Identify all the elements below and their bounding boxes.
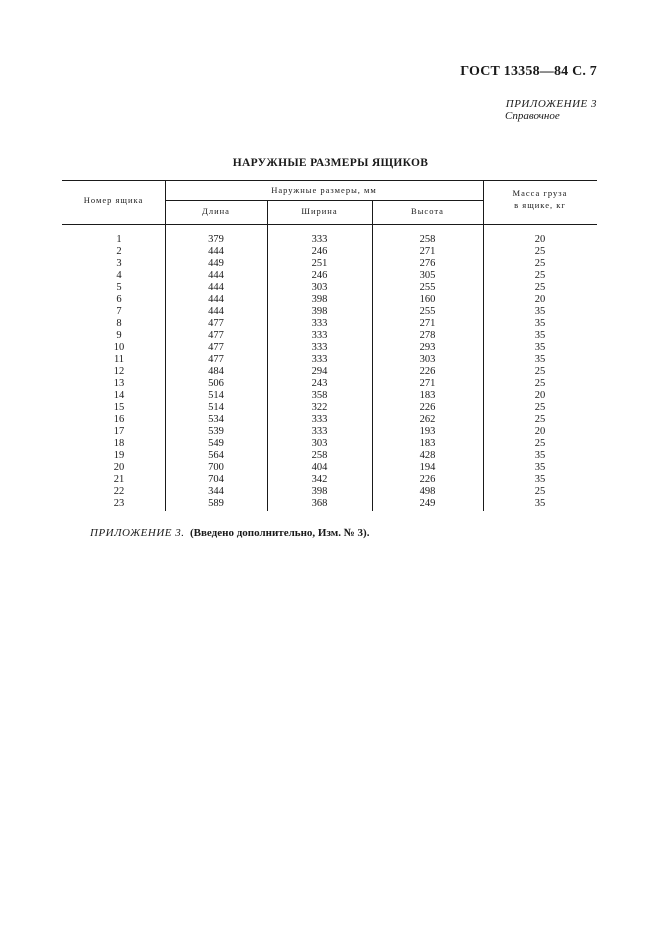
table-cell: 243 <box>311 378 328 389</box>
table-cell: 322 <box>311 402 328 413</box>
table-cell: 271 <box>419 246 436 257</box>
table-cell: 183 <box>419 390 436 401</box>
table-cell: 226 <box>419 402 436 413</box>
table-cell: 18 <box>113 438 125 449</box>
table-cell: 17 <box>113 426 125 437</box>
table-cell: 271 <box>419 378 436 389</box>
table-cell: 246 <box>311 246 328 257</box>
table-cell: 444 <box>208 282 224 293</box>
table-cell: 255 <box>419 306 436 317</box>
table-cell: 333 <box>311 342 328 353</box>
column-cargo-mass <box>483 234 597 510</box>
table-cell: 358 <box>311 390 328 401</box>
table-cell: 35 <box>534 330 546 341</box>
table-cell: 19 <box>113 450 125 461</box>
table-cell: 398 <box>311 306 328 317</box>
table-cell: 2 <box>116 246 122 257</box>
table-cell: 514 <box>208 402 224 413</box>
header-width: Ширина <box>301 206 338 216</box>
note-label: ПРИЛОЖЕНИЕ 3. <box>90 527 185 539</box>
table-cell: 35 <box>534 498 546 509</box>
table-cell: 193 <box>419 426 436 437</box>
header-cargo-mass-line2: в ящике, кг <box>514 200 566 210</box>
table-cell: 251 <box>311 258 328 269</box>
table-cell: 10 <box>113 342 125 353</box>
table-cell: 258 <box>419 234 436 245</box>
appendix-label: ПРИЛОЖЕНИЕ 3 <box>505 98 597 110</box>
table-cell: 20 <box>534 234 546 245</box>
table-cell: 25 <box>534 366 546 377</box>
table-cell: 534 <box>208 414 224 425</box>
table-cell: 305 <box>419 270 436 281</box>
table-cell: 303 <box>311 282 328 293</box>
table-cell: 444 <box>208 270 224 281</box>
table-cell: 6 <box>116 294 122 305</box>
table-cell: 25 <box>534 270 546 281</box>
table-cell: 4 <box>116 270 122 281</box>
note-text: (Введено дополнительно, Изм. № 3). <box>189 527 370 539</box>
header-outer-dimensions: Наружные размеры, мм <box>271 185 377 195</box>
table-cell: 303 <box>419 354 436 365</box>
table-cell: 20 <box>534 426 546 437</box>
table-cell: 23 <box>113 498 125 509</box>
header-length: Длина <box>202 206 230 216</box>
table-cell: 8 <box>116 318 122 329</box>
table-cell: 333 <box>311 318 328 329</box>
table-cell: 14 <box>113 390 125 401</box>
table-cell: 194 <box>419 462 436 473</box>
table-cell: 25 <box>534 246 546 257</box>
header-cargo-mass-line1: Масса груза <box>512 188 568 198</box>
appendix-type: Справочное <box>505 110 560 122</box>
table-cell: 477 <box>208 318 224 329</box>
table-cell: 333 <box>311 330 328 341</box>
header-box-number: Номер ящика <box>83 195 144 205</box>
column-width <box>267 234 372 510</box>
table-cell: 262 <box>419 414 436 425</box>
table-cell: 514 <box>208 390 224 401</box>
table-cell: 5 <box>116 282 122 293</box>
table-cell: 404 <box>311 462 328 473</box>
table-cell: 226 <box>419 474 436 485</box>
table-cell: 35 <box>534 462 546 473</box>
table-cell: 293 <box>419 342 436 353</box>
table-cell: 342 <box>311 474 328 485</box>
table-cell: 444 <box>208 294 224 305</box>
table-cell: 15 <box>113 402 125 413</box>
table-cell: 444 <box>208 306 224 317</box>
table-cell: 7 <box>116 306 122 317</box>
appendix-note <box>90 527 369 539</box>
table-cell: 20 <box>534 294 546 305</box>
table-cell: 428 <box>419 450 436 461</box>
table-cell: 477 <box>208 342 224 353</box>
table-top-rule <box>62 180 597 181</box>
table-title: НАРУЖНЫЕ РАЗМЕРЫ ЯЩИКОВ <box>232 157 429 169</box>
table-cell: 25 <box>534 486 546 497</box>
table-cell: 398 <box>311 486 328 497</box>
table-cell: 258 <box>311 450 328 461</box>
header-height: Высота <box>411 206 444 216</box>
table-cell: 549 <box>208 438 224 449</box>
table-cell: 226 <box>419 366 436 377</box>
table-cell: 278 <box>419 330 436 341</box>
table-cell: 22 <box>113 486 125 497</box>
table-cell: 1 <box>116 234 122 245</box>
subheader-rule <box>165 200 483 201</box>
table-cell: 246 <box>311 270 328 281</box>
table-cell: 25 <box>534 282 546 293</box>
table-cell: 35 <box>534 306 546 317</box>
table-cell: 35 <box>534 450 546 461</box>
table-cell: 333 <box>311 354 328 365</box>
table-cell: 333 <box>311 414 328 425</box>
table-cell: 25 <box>534 258 546 269</box>
table-cell: 21 <box>113 474 125 485</box>
table-cell: 484 <box>208 366 224 377</box>
table-cell: 589 <box>208 498 224 509</box>
table-cell: 35 <box>534 342 546 353</box>
table-cell: 564 <box>208 450 224 461</box>
table-cell: 539 <box>208 426 224 437</box>
table-cell: 249 <box>419 498 436 509</box>
table-cell: 20 <box>113 462 125 473</box>
table-cell: 9 <box>116 330 122 341</box>
table-cell: 506 <box>208 378 224 389</box>
table-cell: 379 <box>208 234 224 245</box>
table-cell: 700 <box>208 462 224 473</box>
table-cell: 3 <box>116 258 122 269</box>
table-cell: 16 <box>113 414 125 425</box>
table-cell: 333 <box>311 426 328 437</box>
table-cell: 183 <box>419 438 436 449</box>
table-cell: 444 <box>208 246 224 257</box>
table-cell: 398 <box>311 294 328 305</box>
table-cell: 25 <box>534 378 546 389</box>
table-cell: 25 <box>534 414 546 425</box>
table-cell: 368 <box>311 498 328 509</box>
table-cell: 20 <box>534 390 546 401</box>
document-code: ГОСТ 13358—84 С. 7 <box>460 64 597 79</box>
table-cell: 35 <box>534 318 546 329</box>
table-cell: 276 <box>419 258 436 269</box>
table-cell: 255 <box>419 282 436 293</box>
table-cell: 12 <box>113 366 125 377</box>
table-cell: 25 <box>534 402 546 413</box>
table-cell: 13 <box>113 378 125 389</box>
table-cell: 477 <box>208 330 224 341</box>
table-cell: 25 <box>534 438 546 449</box>
column-box-number <box>62 234 176 510</box>
table-cell: 303 <box>311 438 328 449</box>
table-cell: 704 <box>208 474 224 485</box>
column-height <box>372 234 483 510</box>
table-cell: 498 <box>419 486 436 497</box>
table-cell: 333 <box>311 234 328 245</box>
header-bottom-rule <box>62 224 597 225</box>
table-cell: 35 <box>534 354 546 365</box>
table-cell: 344 <box>208 486 224 497</box>
table-cell: 294 <box>311 366 328 377</box>
column-length <box>165 234 267 510</box>
table-cell: 160 <box>419 294 436 305</box>
table-cell: 35 <box>534 474 546 485</box>
table-cell: 271 <box>419 318 436 329</box>
table-cell: 449 <box>208 258 224 269</box>
table-cell: 11 <box>113 354 125 365</box>
table-cell: 477 <box>208 354 224 365</box>
